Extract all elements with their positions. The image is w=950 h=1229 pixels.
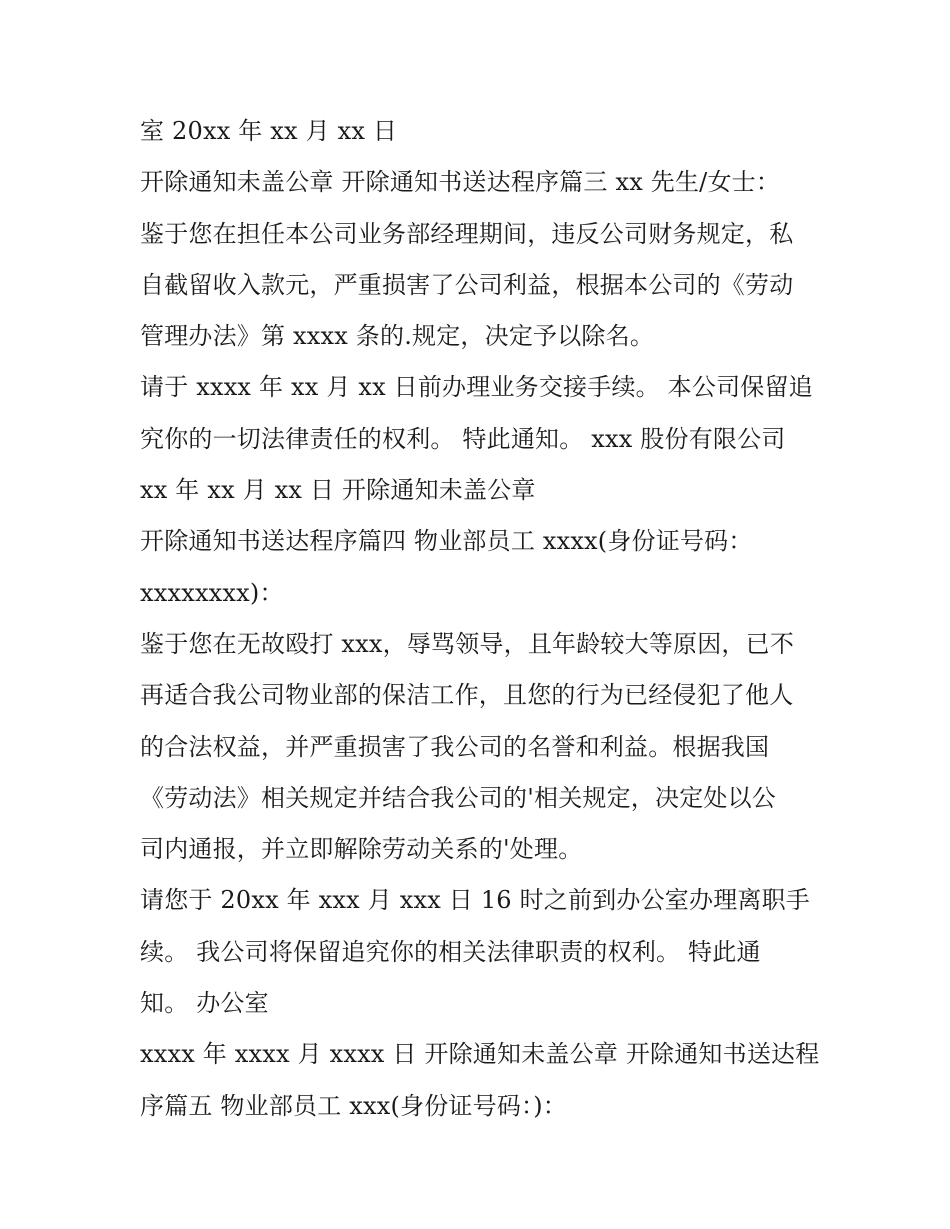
text-line: 室 20xx 年 xx 月 xx 日 [140,117,398,145]
text-line: 自截留收入款元，严重损害了公司利益，根据本公司的《劳动 [140,270,794,299]
text-line: 鉴于您在无故殴打 xxx，辱骂领导，且年龄较大等原因，已不 [140,629,795,658]
text-line: 司内通报，并立即解除劳动关系的'处理。 [140,835,583,864]
text-line: 开除通知书送达程序篇四 物业部员工 xxxx(身份证号码： [140,527,753,556]
text-line: 管理办法》第 xxxx 条的.规定，决定予以除名。 [140,322,655,351]
text-line: 请您于 20xx 年 xxx 月 xxx 日 16 时之前到办公室办理离职手 [140,886,810,915]
text-line: 的合法权益，并严重损害了我公司的名誉和利益。根据我国 [140,732,770,761]
text-line: 知。 办公室 [140,989,269,1018]
text-line: 开除通知未盖公章 开除通知书送达程序篇三 xx 先生/女士： [140,168,781,197]
text-line: xx 年 xx 月 xx 日 开除通知未盖公章 [140,476,536,505]
text-line: 请于 xxxx 年 xx 月 xx 日前办理业务交接手续。 本公司保留追 [140,373,813,402]
text-line: xxxxxxxx)： [140,578,284,607]
text-line: 究你的一切法律责任的权利。 特此通知。 xxx 股份有限公司 [140,424,786,453]
text-line: 《劳动法》相关规定并结合我公司的'相关规定，决定处以公 [140,783,776,812]
text-line: 序篇五 物业部员工 xxx(身份证号码：)： [140,1091,567,1120]
document-body [140,106,830,1132]
text-line: 再适合我公司物业部的保洁工作，且您的行为已经侵犯了他人 [140,681,794,710]
text-line: 鉴于您在担任本公司业务部经理期间，违反公司财务规定，私 [140,219,794,248]
text-line: 续。 我公司将保留追究你的相关法律职责的权利。 特此通 [140,937,761,966]
text-line: xxxx 年 xxxx 月 xxxx 日 开除通知未盖公章 开除通知书送达程 [140,1040,820,1069]
